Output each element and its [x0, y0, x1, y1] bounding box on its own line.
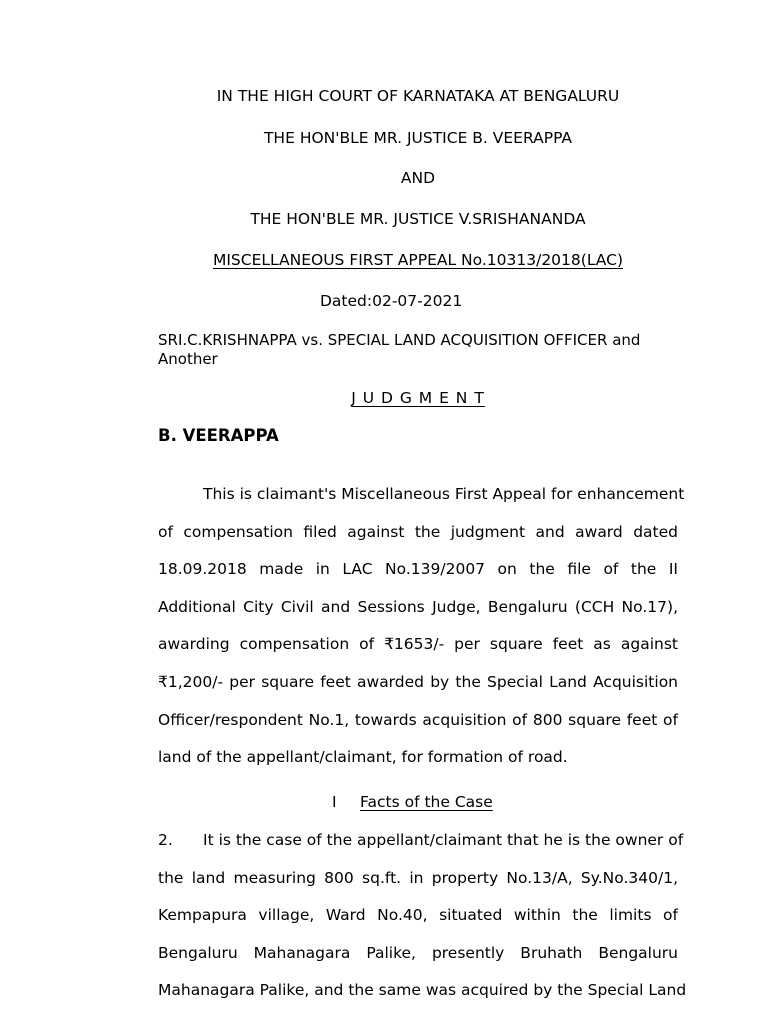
- judgment-date: Dated:02-07-2021: [320, 292, 463, 310]
- paragraph-line: the land measuring 800 sq.ft. in property No.13/A, Sy.No.340/1,: [158, 868, 678, 887]
- paragraph-line: ₹1,200/- per square feet awarded by the Special Land Acquisition: [158, 672, 678, 691]
- paragraph-line: [158, 830, 684, 868]
- paragraph-line: Additional City Civil and Sessions Judge, Bengaluru (CCH No.17),: [158, 597, 678, 616]
- paragraph-line: Kempapura village, Ward No.40, situated within the limits of: [158, 906, 678, 925]
- paragraph-2: [158, 830, 687, 1018]
- paragraph-1: [158, 484, 685, 785]
- judgment-heading-text: J U D G M E N T: [351, 389, 485, 407]
- paragraph-line: This is claimant's Miscellaneous First Appeal for enhancement: [203, 485, 685, 503]
- case-number-text: MISCELLANEOUS FIRST APPEAL No.10313/2018(LAC): [212, 251, 624, 269]
- paragraph-line: Officer/respondent No.1, towards acquisition of 800 square feet of: [158, 710, 678, 729]
- conjunction: AND: [400, 169, 436, 187]
- case-number: [0, 250, 768, 270]
- judge-2: THE HON'BLE MR. JUSTICE V.SRISHANANDA: [250, 210, 586, 228]
- section-heading: [332, 792, 493, 812]
- paragraph-line: Bengaluru Mahanagara Palike, presently Bruhath Bengaluru: [158, 943, 678, 962]
- section-title: Facts of the Case: [360, 793, 493, 811]
- paragraph-number: 2.: [158, 831, 173, 849]
- judgment-author: B. VEERAPPA: [158, 426, 279, 445]
- paragraph-line: awarding compensation of ₹1653/- per square feet as against: [158, 635, 678, 654]
- judge-1: THE HON'BLE MR. JUSTICE B. VEERAPPA: [263, 129, 573, 147]
- parties: SRI.C.KRISHNAPPA vs. SPECIAL LAND ACQUISITION OFFICER and Another: [158, 331, 641, 368]
- paragraph-line-text: It is the case of the appellant/claimant that he is the owner of: [203, 831, 684, 849]
- section-numeral: I: [332, 793, 337, 811]
- paragraph-line: land of the appellant/claimant, for formation of road.: [158, 748, 568, 767]
- paragraph-line: 18.09.2018 made in LAC No.139/2007 on the file of the II: [158, 560, 678, 579]
- paragraph-line: of compensation filed against the judgment and award dated: [158, 522, 678, 541]
- court-name: IN THE HIGH COURT OF KARNATAKA AT BENGALURU: [216, 87, 620, 105]
- judgment-heading: [0, 388, 768, 408]
- paragraph-line: Mahanagara Palike, and the same was acquired by the Special Land: [158, 981, 687, 1000]
